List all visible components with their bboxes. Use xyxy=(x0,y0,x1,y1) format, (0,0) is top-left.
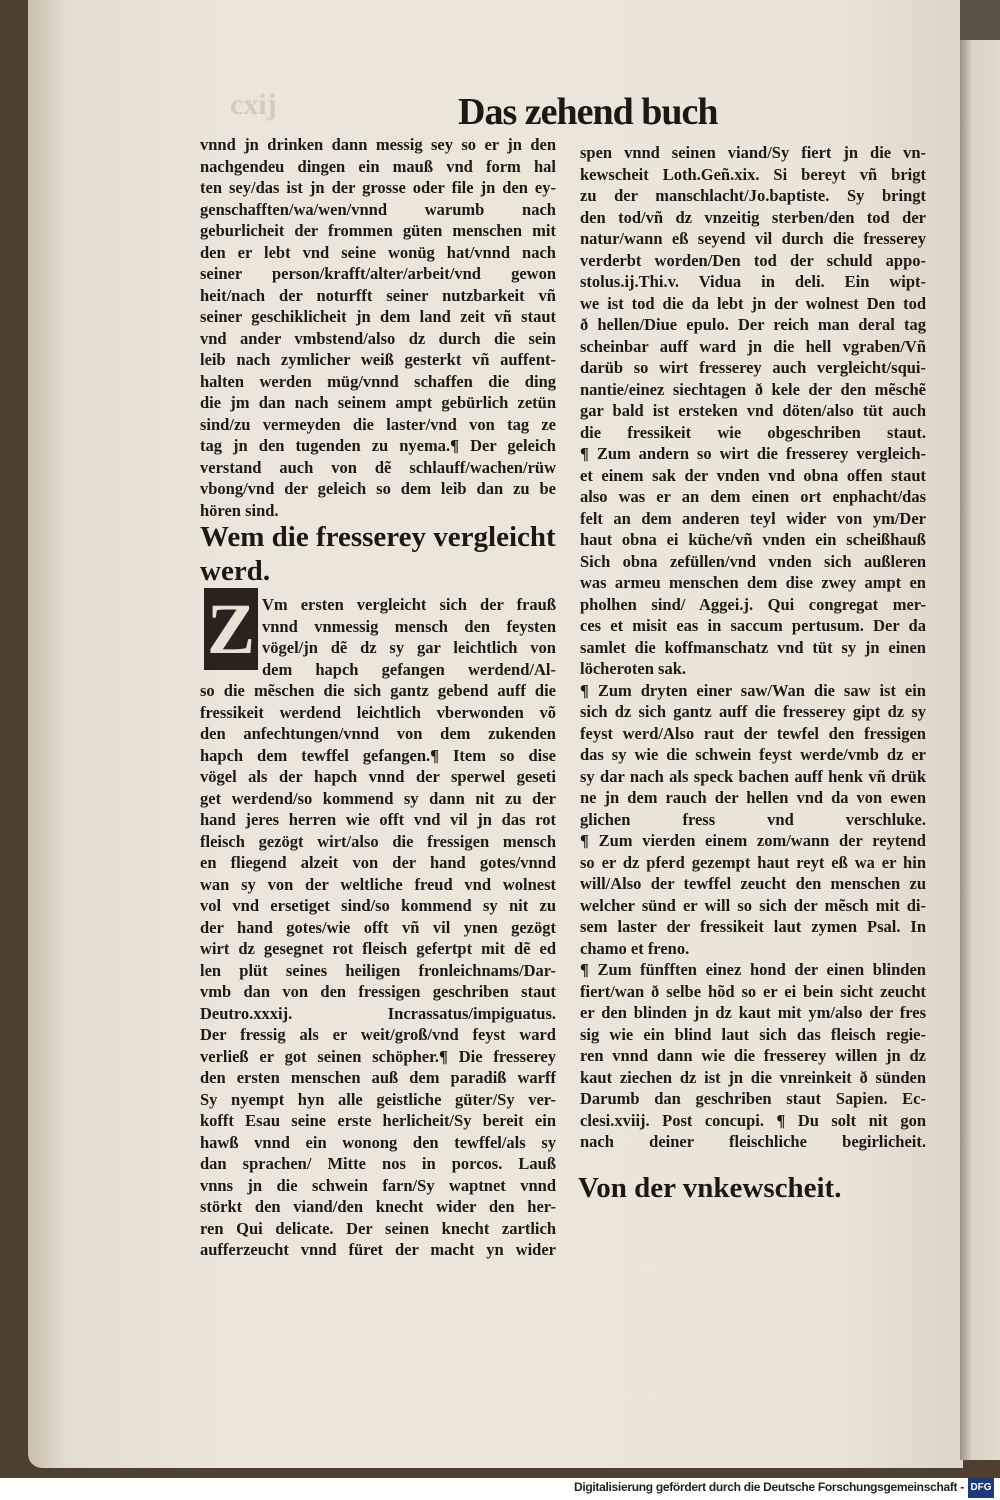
text-line: ces et misit eas in saccum pertusum. Der da xyxy=(580,616,926,635)
text-line: das sy wie die schwein feyst werde/vmb dz er xyxy=(580,745,926,764)
text-line: vbong/vnd der geleich so dem leib dan zu be xyxy=(200,479,556,498)
left-column-body xyxy=(200,594,556,1261)
text-line: ren vnnd dann wie die fresserey willen jn dz xyxy=(580,1046,926,1065)
text-line: ne jn dem rauch der hellen vnd da von ewen xyxy=(580,788,926,807)
left-column-top xyxy=(200,134,556,521)
text-line: den anfechtungen/vnnd von dem zukenden xyxy=(200,724,556,743)
text-line: haut obna ei küche/vñ vnden ein scheißhauß xyxy=(580,530,926,549)
text-line: heit/nach der noturfft seiner nutzbarkeit vñ xyxy=(200,285,556,305)
text-line: nach deiner fleischliche begirlicheit. xyxy=(580,1132,926,1151)
text-line: halten werden müg/vnnd schaffen die ding xyxy=(200,371,556,391)
text-line: vnnd vnmessig mensch den feysten xyxy=(262,616,556,636)
text-line: welcher sünd er will so sich der mẽsch mit di- xyxy=(580,895,926,915)
text-line: we ist tod die da lebt jn der wolnest Den tod xyxy=(580,293,926,313)
text-line: fiert/wan ð selbe hõd so er ei bein sicht zeucht xyxy=(580,981,926,1001)
text-line: sig wie ein blind laut sich das fleisch regie- xyxy=(580,1024,926,1044)
text-line: will/Also der tewffel zeucht den menschen zu xyxy=(580,874,926,893)
text-line: sem laster der fressikeit laut zymen Psal. In xyxy=(580,917,926,936)
section-heading-left: Wem die fresserey vergleicht werd. xyxy=(200,521,556,587)
text-line: vögel/jn dẽ dz sy gar leichtlich von xyxy=(262,638,556,657)
text-line: verderbt worden/Den tod der schuld appo- xyxy=(580,250,926,270)
text-line: Sich obna zefüllen/vnd vnden sich außleren xyxy=(580,551,926,571)
right-column xyxy=(580,142,926,1153)
text-line: so die mẽschen die sich gantz gebend auff die xyxy=(200,681,556,700)
text-line: Sy nyempt hyn alle geistliche güter/Sy ver- xyxy=(200,1089,556,1109)
text-line: seiner person/krafft/alter/arbeit/vnd gewon xyxy=(200,264,556,283)
dfg-logo: DFG xyxy=(968,1478,994,1498)
text-line: samlet die koffmanschatz vnd tüt sy jn einen xyxy=(580,637,926,657)
text-line: fressikeit werdend leichtlich vberwonden võ xyxy=(200,702,556,722)
text-line: hören sind. xyxy=(200,500,279,520)
text-line: verließ er got seinen schöpher.¶ Die fresserey xyxy=(200,1046,556,1066)
text-line: sind/zu vermeyden die laster/vnd von tag ze xyxy=(200,414,556,434)
text-line: verstand auch von dẽ schlauff/wachen/rüw xyxy=(200,457,556,477)
text-line: den ersten menschen auß dem paradiß warff xyxy=(200,1068,556,1087)
footer-credit: Digitalisierung gefördert durch die Deutsche Forschungsgemeinschaft - xyxy=(573,1480,964,1494)
section-heading-right: Von der vnkewscheit. xyxy=(578,1172,842,1204)
text-line: seiner geschiklicheit jn dem land zeit vñ staut xyxy=(200,307,556,326)
scan-shadow xyxy=(960,0,1000,40)
text-line: glichen fress vnd verschluke. xyxy=(580,809,926,829)
text-line: leib nach zymlicher weiß gesterkt vñ auffent- xyxy=(200,350,556,369)
text-line: den tod/vñ dz vnzeitig sterben/den tod der xyxy=(580,207,926,227)
text-line: vnd ander vmbstend/also dz durch die sein xyxy=(200,328,556,348)
text-line: geburlicheit der frommen güten menschen mit xyxy=(200,221,556,240)
text-line: vnnd jn drinken dann messig sey so er jn den xyxy=(200,135,556,154)
text-line: die fressikeit wie obgeschriben staut. xyxy=(580,422,926,442)
text-line: pholhen sind/ Aggei.j. Qui congregat mer- xyxy=(580,594,926,614)
text-line: Deutro.xxxij. Incrassatus/impiguatus. xyxy=(200,1003,556,1023)
text-line: Darumb dan geschriben staut Sapien. Ec- xyxy=(580,1089,926,1108)
text-line: störkt den viand/den knecht wider den her- xyxy=(200,1197,556,1216)
text-line: vol vnd ersetiget sind/so kommend sy nit zu xyxy=(200,896,556,915)
text-line: felt an dem anderen teyl wider von ym/Der xyxy=(580,508,926,528)
text-line: tag jn den tugenden zu nyema.¶ Der geleich xyxy=(200,436,556,455)
text-line: wan sy von der weltliche freud vnd wolnest xyxy=(200,874,556,894)
text-line: len plüt seines heiligen fronleichnams/Dar- xyxy=(200,960,556,980)
text-line: aufferzeucht vnnd füret der macht yn wider xyxy=(200,1240,556,1259)
adjacent-page-edge xyxy=(960,0,1000,1460)
text-line: ten sey/das ist jn der grosse oder file jn den ey- xyxy=(200,178,556,197)
text-line: was armeu menschen dem dise zwey ampt en xyxy=(580,573,926,592)
text-line: vnns jn die schwein farn/Sy waptnet vnnd xyxy=(200,1175,556,1195)
text-line: hapch dem tewffel gefangen.¶ Item so dise xyxy=(200,745,556,765)
text-line: dem hapch gefangen werdend/Al- xyxy=(262,659,556,679)
text-line: clesi.xviij. Post concupi. ¶ Du solt nit gon xyxy=(580,1110,926,1130)
text-line: genschafften/wa/wen/vnnd warumb nach xyxy=(200,199,556,219)
text-line: get werdend/so kommend sy dann nit zu der xyxy=(200,788,556,808)
text-line: so er dz pferd gezempt haut reyt eß wa er hin xyxy=(580,852,926,872)
text-line: der hand gotes/wie offt vñ vil ynen gezögt xyxy=(200,917,556,937)
text-line: kewscheit Loth.Geñ.xix. Si bereyt vñ brigt xyxy=(580,164,926,184)
text-line: fleisch gezögt wirt/also die fressigen mensch xyxy=(200,831,556,851)
text-line: en fliegend alzeit von der hand gotes/vnnd xyxy=(200,853,556,872)
text-line: nachgendeu dingen ein mauß vnd form hal xyxy=(200,156,556,176)
text-line: hand jeres herren wie offt vnd vil jn das rot xyxy=(200,810,556,829)
text-line: zu der manschlacht/Jo.baptiste. Sy bringt xyxy=(580,186,926,205)
drop-cap: Z xyxy=(204,588,258,670)
text-line: et einem sak der vnden vnd obna offen staut xyxy=(580,465,926,485)
text-line: wirt dz gesegnet rot fleisch gefertpt mit dẽ ed xyxy=(200,939,556,958)
folio-ghost-show-through: cxij xyxy=(230,88,277,121)
text-line: sich dz sich gantz auff die fresserey gipt dz sy xyxy=(580,702,926,721)
text-line: spen vnnd seinen viand/Sy fiert jn die vn- xyxy=(580,143,926,162)
text-line: die jm dan nach seinem ampt gebürlich zetün xyxy=(200,393,556,412)
text-line: ¶ Zum dryten einer saw/Wan die saw ist ein xyxy=(580,680,926,700)
text-line: also was er an dem einen ort enphacht/das xyxy=(580,487,926,506)
text-line: chamo et freno. xyxy=(580,938,690,958)
text-line: gar bald ist ersteken vnd döten/also tüt auch xyxy=(580,401,926,420)
text-line: Der fressig als er weit/groß/vnd feyst ward xyxy=(200,1025,556,1044)
text-line: vmb dan von den fressigen geschriben staut xyxy=(200,982,556,1001)
text-line: kaut ziechen dz ist jn die vnreinkeit ð sünden xyxy=(580,1067,926,1087)
text-line: scheinbar auff ward jn die hell vgraben/Vñ xyxy=(580,336,926,356)
text-line: vögel als der hapch vnnd der sperwel geseti xyxy=(200,767,556,786)
text-line: sy dar nach als speck bachen auff henk vñ drük xyxy=(580,766,926,786)
text-line: den er lebt vnd seine wonüg hat/vnnd nach xyxy=(200,242,556,262)
text-line: natur/wann eß seyend vil durch die fresserey xyxy=(580,229,926,248)
text-line: Vm ersten vergleicht sich der frauß xyxy=(262,595,556,614)
text-line: stolus.ij.Thi.v. Vidua in deli. Ein wipt- xyxy=(580,272,926,291)
text-line: nantie/einez siechtagen ð kele der den mẽschẽ xyxy=(580,379,926,399)
text-line: kofft Esau seine erste herlicheit/Sy bereit ein xyxy=(200,1111,556,1130)
text-line: dan sprachen/ Mitte nos in porcos. Lauß xyxy=(200,1154,556,1173)
text-line: hawß vnnd ein wonong den tewffel/als sy xyxy=(200,1132,556,1152)
text-line: löcheroten sak. xyxy=(580,659,687,678)
running-head: Das zehend buch xyxy=(458,91,718,133)
text-line: feyst werd/Also raut der tewfel den fressigen xyxy=(580,723,926,743)
text-line: ren Qui delicate. Der seinen knecht zartlich xyxy=(200,1218,556,1238)
text-line: ð hellen/Diue epulo. Der reich man deral tag xyxy=(580,315,926,334)
text-line: ¶ Zum andern so wirt die fresserey vergleich- xyxy=(580,444,926,463)
text-line: er den blinden jn dz kaut mit ym/also der fres xyxy=(580,1003,926,1022)
text-line: darüb so wirt fresserey auch vergleicht/squi- xyxy=(580,358,926,377)
text-line: ¶ Zum vierden einem zom/wann der reytend xyxy=(580,831,926,850)
text-line: ¶ Zum fünfften einez hond der einen blinden xyxy=(580,960,926,979)
